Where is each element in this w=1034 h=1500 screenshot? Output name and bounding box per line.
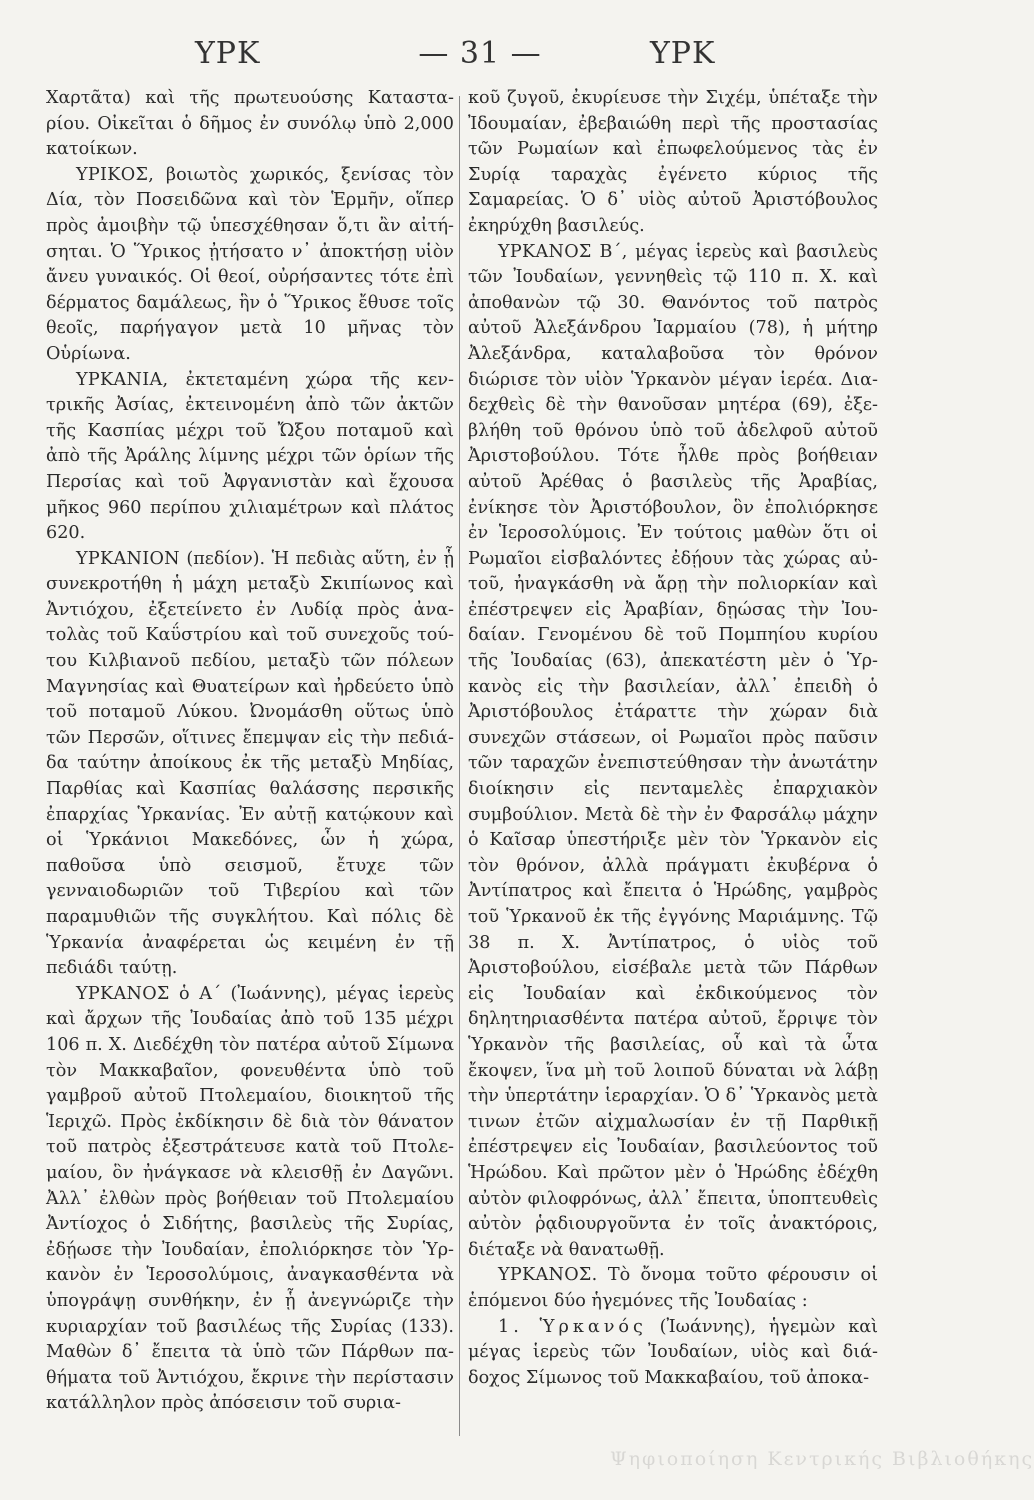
library-watermark: Ψηφιοποίηση Κεντρικής Βιβλιοθήκης <box>610 1448 1034 1470</box>
entry-text: (πεδίον). Ἡ πεδιὰς αὕτη, ἐν ᾗ συνεκροτήθη ἡ μάχη μεταξὺ Σκιπίωνος καὶ Ἀντιόχου, ἐξετείνετο ἐν Λυδίᾳ πρὸς ἀνατολὰς τοῦ Καΰστρίου καὶ τοῦ συνεχοῦς τούτου Κιλβιανοῦ πεδίου, μεταξὺ τῶν πόλεων Μαγνησίας καὶ Θυατείρων καὶ ἠρδεύετο ὑπὸ τοῦ ποταμοῦ Λύκου. Ὠνομάσθη οὕτως ὑπὸ τῶν Περσῶν, οἵτινες ἔπεμψαν εἰς τὴν πεδιάδα ταύτην ἀποίκους ἐκ τῆς μεταξὺ Μηδίας, Παρθίας καὶ Κασπίας θαλάσσης περσικῆς ἐπαρχίας Ὑρκανίας. Ἐν αὐτῇ κατῴκουν καὶ οἱ Ὑρκάνιοι Μακεδόνες, ὧν ἡ χώρα, παθοῦσα ὑπὸ σεισμοῦ, ἔτυχε τῶν γενναιοδωριῶν τοῦ Τιβερίου καὶ τῶν παραμυθιῶν τῆς συγκλήτου. Καὶ πόλις δὲ Ὑρκανία ἀναφέρεται ὡς κειμένη ἐν τῇ πεδιάδι ταύτῃ. <box>46 548 454 979</box>
entry-text: (Ἰωάννης), ἡγεμὼν καὶ μέγας ἱερεὺς τῶν Ἰουδαίων, υἱὸς καὶ διάδοχος Σίμωνος τοῦ Μακκαβαίου, τοῦ ἀποκα- <box>468 1316 879 1388</box>
entry-text: Χαρτᾶτα) καὶ τῆς πρωτευούσης Κατασταρίου. Οἰκεῖται ὁ δῆμος ἐν συνόλῳ ὑπὸ 2,000 κατοίκων. <box>46 88 454 160</box>
entry-continuation <box>468 86 878 240</box>
column-divider <box>459 96 460 1436</box>
entry-yrkanos <box>468 1263 878 1314</box>
entry-text: μέγας ἱερεὺς καὶ βασιλεὺς τῶν Ἰουδαίων, γεννηθεὶς τῷ 110 π. Χ. καὶ ἀποθανὼν τῷ 30. Θανόντος τοῦ πατρὸς αὐτοῦ Ἀλεξάνδρου Ἰαρμαίου (78), ἡ μήτηρ Ἀλεξάνδρα, καταλαβοῦσα τὸν θρόνον διώρισε τὸν υἱὸν Ὑρκανὸν μέγαν ἱερέα. Διαδεχθεὶς δὲ τὴν θανοῦσαν μητέρα (69), ἐξεβλήθη τοῦ θρόνου ὑπὸ τοῦ ἀδελφοῦ αὐτοῦ Ἀριστοβούλου. Τότε ἦλθε πρὸς βοήθειαν αὐτοῦ Ἀρέθας ὁ βασιλεὺς τῆς Ἀραβίας, ἐνίκησε τὸν Ἀριστόβουλον, ὃν ἐπολιόρκησε ἐν Ἱεροσολύμοις. Ἐν τούτοις μαθὼν ὅτι οἱ Ρωμαῖοι εἰσβαλόντες ἐδῄουν τὰς χώρας αὐτοῦ, ἠναγκάσθη νὰ ἄρῃ τὴν πολιορκίαν καὶ ἐπέστρεψεν εἰς Ἀραβίαν, δῃώσας τὴν Ἰουδαίαν. Γενομένου δὲ τοῦ Πομπηίου κυρίου τῆς Ἰουδαίας (63), ἀπεκατέστη μὲν ὁ Ὑρκανὸς εἰς τὴν βασιλείαν, ἀλλ᾽ ἐπειδὴ ὁ Ἀριστόβουλος ἐτάραττε τὴν χώραν διὰ συνεχῶν στάσεων, οἱ Ρωμαῖοι πρὸς παῦσιν τῶν ταραχῶν ἐνεπιστεύθησαν τὴν ἀνωτάτην διοίκησιν εἰς πενταμελὲς ἐπαρχιακὸν συμβούλιον. Μετὰ δὲ τὴν ἐν Φαρσάλῳ μάχην ὁ Καῖσαρ ὑπεστήριξε μὲν τὸν Ὑρκανὸν εἰς τὸν θρόνον, ἀλλὰ πράγματι ἐκυβέρνα ὁ Ἀντίπατρος καὶ ἔπειτα ὁ Ἡρώδης, γαμβρὸς τοῦ Ὑρκανοῦ ἐκ τῆς ἐγγόνης Μαριάμνης. Τῷ 38 π. Χ. Ἀντίπατρος, ὁ υἱὸς τοῦ Ἀριστοβούλου, εἰσέβαλε μετὰ τῶν Πάρθων εἰς Ἰουδαίαν καὶ ἐκδικούμενος τὸν δηλητηριασθέντα πατέρα αὐτοῦ, ἔρριψε τὸν Ὑρκανὸν τῆς βασιλείας, οὗ καὶ τὰ ὦτα ἔκοψεν, ἵνα μὴ τοῦ λοιποῦ δύναται νὰ λάβῃ τὴν ὑπερτάτην ἱεραρχίαν. Ὁ δ᾽ Ὑρκανὸς μετὰ τινων ἐτῶν αἰχμαλωσίαν ἐν τῇ Παρθικῇ ἐπέστρεψεν εἰς Ἰουδαίαν, βασιλεύοντος τοῦ Ἡρώδου. Καὶ πρῶτον μὲν ὁ Ἡρώδης ἐδέχθη αὐτὸν φιλοφρόνως, ἀλλ᾽ ἔπειτα, ὑποπτευθεὶς αὐτὸν ῥᾳδιουργοῦντα ἐν τοῖς ἀνακτόροις, διέταξε νὰ θανατωθῇ. <box>468 241 878 1260</box>
header-right-guideword: ΥΡΚ <box>650 36 716 71</box>
left-column <box>46 86 454 1417</box>
entry-yrkania <box>46 368 454 547</box>
entry-headword: ΥΡΚΑΝΟΣ Β´, <box>498 241 628 262</box>
entry-text: Τὸ ὄνομα τοῦτο φέρουσιν οἱ ἑπόμενοι δύο ἡγεμόνες τῆς Ἰουδαίας : <box>468 1265 878 1311</box>
entry-yrkanos-b <box>468 240 878 1264</box>
page-number: — 31 — <box>418 36 542 71</box>
entry-yrkanos-1 <box>468 1315 878 1392</box>
header-left-guideword: ΥΡΚ <box>195 36 261 71</box>
entry-text: βοιωτὸς χωρικός, ξενίσας τὸν Δία, τὸν Ποσειδῶνα καὶ τὸν Ἑρμῆν, οἵπερ πρὸς ἀμοιβὴν τῷ ὑπεσχέθησαν ὅ,τι ἂν αἰτήσηται. Ὁ Ὕρικος ᾐτήσατο ν᾽ ἀποκτήσῃ υἱὸν ἄνευ γυναικός. Οἱ θεοί, οὐρήσαντες τότε ἐπὶ δέρματος δαμάλεως, ἣν ὁ Ὕρικος ἔθυσε τοῖς θεοῖς, παρήγαγον μετὰ 10 μῆνας τὸν Οὑρίωνα. <box>46 164 454 364</box>
entry-headword: ΥΡΚΑΝΟΣ ὁ Α´ <box>76 983 222 1004</box>
entry-text: κοῦ ζυγοῦ, ἐκυρίευσε τὴν Σιχέμ, ὑπέταξε τὴν Ἰδουμαίαν, ἐβεβαιώθη περὶ τῆς προστασίας τῶν Ρωμαίων καὶ ἐπωφελούμενος τὰς ἐν Συρίᾳ ταραχὰς ἐγένετο κύριος τῆς Σαμαρείας. Ὁ δ᾽ υἱὸς αὐτοῦ Ἀριστόβουλος ἐκηρύχθη βασιλεύς. <box>468 88 878 236</box>
right-column <box>468 86 878 1391</box>
entry-headword: ΥΡΙΚΟΣ, <box>76 164 155 185</box>
entry-continuation <box>46 86 454 163</box>
entry-yrkanion <box>46 547 454 982</box>
entry-text: ἐκτεταμένη χώρα τῆς κεντρικῆς Ἀσίας, ἐκτεινομένη ἀπὸ τῶν ἀκτῶν τῆς Κασπίας μέχρι τοῦ Ὤξου ποταμοῦ καὶ ἀπὸ τῆς Ἀράλης λίμνης μέχρι τῶν ὁρίων τῆς Περσίας καὶ τοῦ Ἀφγανιστὰν καὶ ἔχουσα μῆκος 960 περίπου χιλιαμέτρων καὶ πλάτος 620. <box>46 369 454 544</box>
entry-text: (Ἰωάννης), μέγας ἱερεὺς καὶ ἄρχων τῆς Ἰουδαίας ἀπὸ τοῦ 135 μέχρι 106 π. Χ. Διεδέχθη τὸν πατέρα αὐτοῦ Σίμωνα τὸν Μακκαβαῖον, φονευθέντα ὑπὸ τοῦ γαμβροῦ αὐτοῦ Πτολεμαίου, διοικητοῦ τῆς Ἱεριχῶ. Πρὸς ἐκδίκησιν δὲ διὰ τὸν θάνατον τοῦ πατρὸς ἐξεστράτευσε κατὰ τοῦ Πτολεμαίου, ὃν ἠνάγκασε νὰ κλεισθῇ ἐν Δαγῶνι. Ἀλλ᾽ ἐλθὼν πρὸς βοήθειαν τοῦ Πτολεμαίου Ἀντίοχος ὁ Σιδήτης, βασιλεὺς τῆς Συρίας, ἐδῄωσε τὴν Ἰουδαίαν, ἐπολιόρκησε τὸν Ὑρκανὸν ἐν Ἱεροσολύμοις, ἀναγκασθέντα νὰ ὑπογράψῃ συνθήκην, ἐν ᾗ ἀνεγνώριζε τὴν κυριαρχίαν τοῦ βασιλέως τῆς Συρίας (133). Μαθὼν δ᾽ ἔπειτα τὰ ὑπὸ τῶν Πάρθων παθήματα τοῦ Ἀντιόχου, ἔκρινε τὴν περίστασιν κατάλληλον πρὸς ἀπόσεισιν τοῦ συρια- <box>46 983 454 1414</box>
running-header <box>0 36 976 76</box>
entry-yrkanos-a <box>46 982 454 1417</box>
entry-headword: ΥΡΚΑΝΙΑ, <box>76 369 169 390</box>
entry-headword: ΥΡΚΑΝΟΣ. <box>498 1265 598 1286</box>
entry-yrikos <box>46 163 454 368</box>
entry-headword: ΥΡΚΑΝΙΟΝ <box>76 548 180 569</box>
entry-headword: 1. Ὑρκανός <box>498 1316 647 1337</box>
